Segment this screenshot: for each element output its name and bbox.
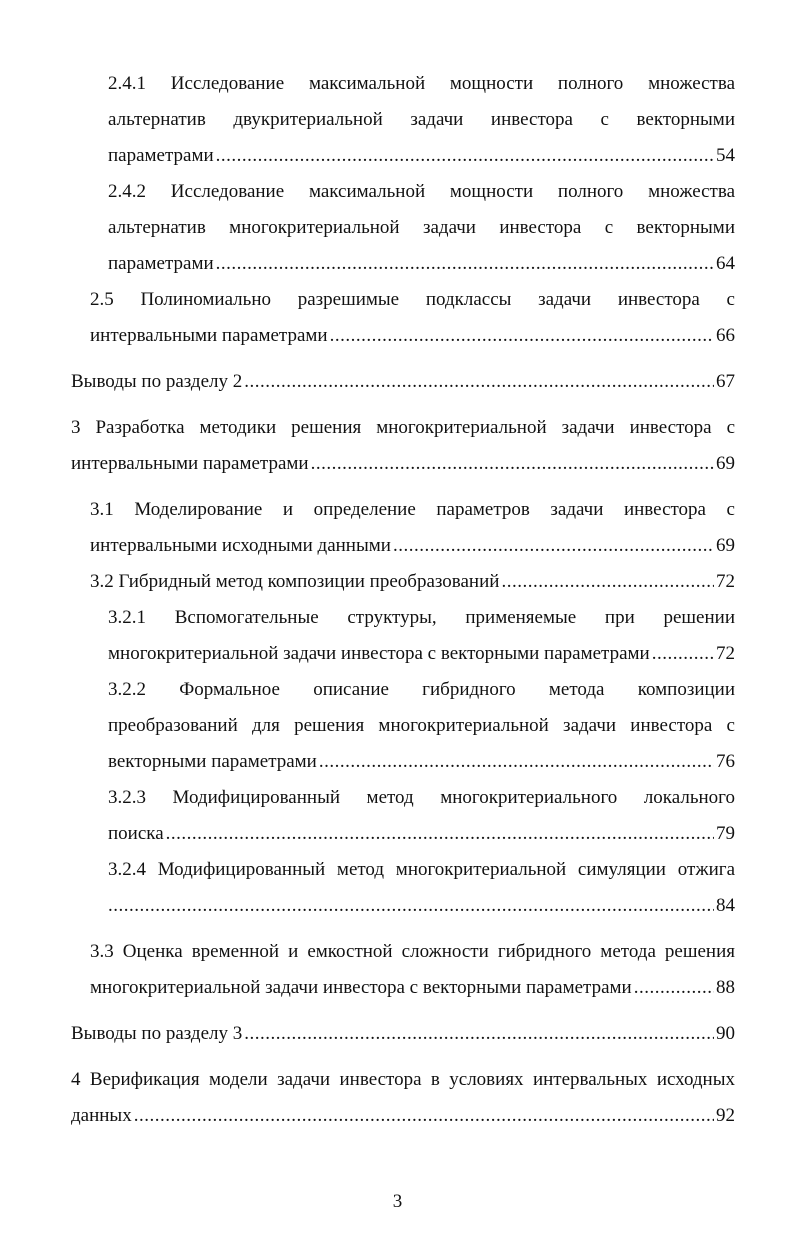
toc-entry-text: 3.2.3 Модифицированный метод многокритериального локального <box>108 787 735 808</box>
toc-page-number: 64 <box>716 253 735 274</box>
toc-entry-text: 3 Разработка методики решения многокритериальной задачи инвестора с <box>71 417 735 438</box>
toc-entry-3-1[interactable] <box>90 492 735 564</box>
toc-entry-text: данных <box>71 1105 132 1126</box>
toc-page-number: 54 <box>716 145 735 166</box>
toc-entry-text: 3.2.2 Формальное описание гибридного метода композиции <box>108 679 735 700</box>
toc-entry-section-4[interactable] <box>71 1062 735 1134</box>
dot-leader <box>652 636 714 672</box>
dot-leader <box>393 528 714 564</box>
table-of-contents <box>0 66 795 1134</box>
toc-page-number: 84 <box>716 895 735 916</box>
toc-entry-text: многокритериальной задачи инвестора с векторными параметрами <box>90 977 632 998</box>
toc-entry-text: 2.4.2 Исследование максимальной мощности полного множества <box>108 181 735 202</box>
toc-page-number: 66 <box>716 325 735 346</box>
toc-entry-text: параметрами <box>108 253 214 274</box>
dot-leader <box>311 446 714 482</box>
toc-entry-conclusions-2[interactable] <box>71 364 735 400</box>
toc-page-number: 79 <box>716 823 735 844</box>
toc-entry-text: интервальными параметрами <box>90 325 328 346</box>
toc-entry-text: 3.1 Моделирование и определение параметров задачи инвестора с <box>90 499 735 520</box>
dot-leader <box>244 364 714 400</box>
toc-entry-2-4-2[interactable] <box>108 174 735 282</box>
toc-entry-conclusions-3[interactable] <box>71 1016 735 1052</box>
toc-entry-text: альтернатив двукритериальной задачи инвестора с векторными <box>108 109 735 130</box>
toc-entry-3-2-2[interactable] <box>108 672 735 780</box>
toc-entry-text: многокритериальной задачи инвестора с векторными параметрами <box>108 643 650 664</box>
dot-leader <box>244 1016 714 1052</box>
toc-entry-text: 2.4.1 Исследование максимальной мощности полного множества <box>108 73 735 94</box>
toc-entry-text: Выводы по разделу 2 <box>71 371 243 392</box>
toc-page-number: 72 <box>716 571 735 592</box>
toc-entry-text: 3.2.1 Вспомогательные структуры, применяемые при решении <box>108 607 735 628</box>
toc-entry-text: 3.3 Оценка временной и емкостной сложности гибридного метода решения <box>90 941 735 962</box>
dot-leader <box>319 744 714 780</box>
toc-page-number: 92 <box>716 1105 735 1126</box>
toc-page-number: 69 <box>716 453 735 474</box>
toc-entry-text: 2.5 Полиномиально разрешимые подклассы задачи инвестора с <box>90 289 735 310</box>
toc-entry-3-3[interactable] <box>90 934 735 1006</box>
toc-entry-text: Выводы по разделу 3 <box>71 1023 243 1044</box>
toc-entry-text: 3.2 Гибридный метод композиции преобразований <box>90 571 500 592</box>
toc-page-number: 88 <box>716 977 735 998</box>
toc-entry-text: 3.2.4 Модифицированный метод многокритериальной симуляции отжига <box>108 859 735 880</box>
toc-entry-3-2-4[interactable] <box>108 852 735 924</box>
toc-entry-text: преобразований для решения многокритериальной задачи инвестора с <box>108 715 735 736</box>
dot-leader <box>501 564 714 600</box>
toc-entry-2-4-1[interactable] <box>108 66 735 174</box>
toc-page-number: 90 <box>716 1023 735 1044</box>
toc-page-number: 67 <box>716 371 735 392</box>
toc-entry-3-2-1[interactable] <box>108 600 735 672</box>
toc-entry-text: параметрами <box>108 145 214 166</box>
page-number: 3 <box>392 1191 403 1212</box>
dot-leader <box>216 246 714 282</box>
toc-entry-3-2[interactable] <box>90 564 735 600</box>
dot-leader <box>634 970 714 1006</box>
dot-leader <box>330 318 714 354</box>
toc-page-number: 76 <box>716 751 735 772</box>
toc-page-number: 72 <box>716 643 735 664</box>
toc-entry-text: альтернатив многокритериальной задачи инвестора с векторными <box>108 217 735 238</box>
dot-leader <box>134 1098 714 1134</box>
toc-entry-text: поиска <box>108 823 164 844</box>
toc-entry-text: векторными параметрами <box>108 751 317 772</box>
toc-page-number: 69 <box>716 535 735 556</box>
dot-leader <box>166 816 714 852</box>
dot-leader <box>216 138 714 174</box>
toc-entry-section-3[interactable] <box>71 410 735 482</box>
toc-entry-text: интервальными исходными данными <box>90 535 391 556</box>
toc-entry-3-2-3[interactable] <box>108 780 735 852</box>
toc-entry-text: интервальными параметрами <box>71 453 309 474</box>
dot-leader <box>108 888 714 924</box>
toc-entry-text: 4 Верификация модели задачи инвестора в условиях интервальных исходных <box>71 1069 735 1090</box>
toc-entry-2-5[interactable] <box>90 282 735 354</box>
